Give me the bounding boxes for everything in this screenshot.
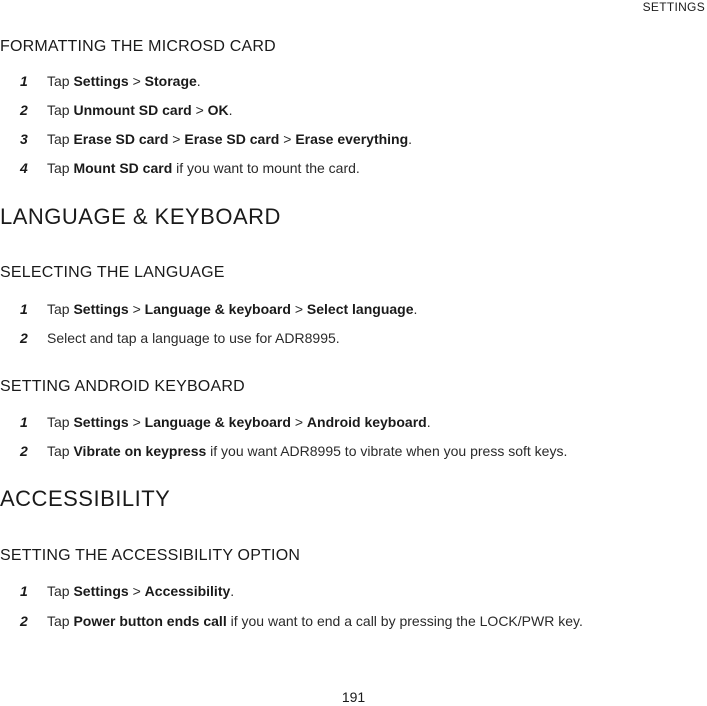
step-number: 1 xyxy=(20,583,28,599)
ui-term: Erase everything xyxy=(295,131,409,147)
ui-term: Settings xyxy=(73,414,129,430)
step-number: 1 xyxy=(20,414,28,430)
step-text: Tap Power button ends call if you want to end a call by pressing the LOCK/PWR key. xyxy=(47,613,583,629)
subsection-title-selecting-language: SELECTING THE LANGUAGE xyxy=(0,264,225,281)
ui-term: Accessibility xyxy=(144,583,231,599)
step-number: 2 xyxy=(20,443,28,459)
section-title-language-keyboard: LANGUAGE & KEYBOARD xyxy=(0,204,281,229)
ui-term: Settings xyxy=(73,583,129,599)
ui-term: Unmount SD card xyxy=(73,102,192,118)
step-number: 1 xyxy=(20,73,28,89)
ui-term: Erase SD card xyxy=(73,131,169,147)
step-text: Select and tap a language to use for ADR8995. xyxy=(47,330,340,346)
ui-term: Language & keyboard xyxy=(144,301,291,317)
page-number: 191 xyxy=(341,689,366,705)
ui-term: Power button ends call xyxy=(73,613,227,629)
ui-term: Storage xyxy=(144,73,197,89)
ui-term: Erase SD card xyxy=(184,131,280,147)
step-text: Tap Settings > Accessibility. xyxy=(47,583,235,599)
step-text: Tap Unmount SD card > OK. xyxy=(47,102,233,118)
step-number: 4 xyxy=(20,160,28,176)
step-text: Tap Settings > Storage. xyxy=(47,73,201,89)
step-number: 2 xyxy=(20,330,28,346)
section-title-accessibility: ACCESSIBILITY xyxy=(0,486,171,511)
step-text: Tap Settings > Language & keyboard > Android keyboard. xyxy=(47,414,431,430)
step-text: Tap Settings > Language & keyboard > Select language. xyxy=(47,301,418,317)
step-number: 2 xyxy=(20,102,28,118)
step-text: Tap Erase SD card > Erase SD card > Erase everything. xyxy=(47,131,413,147)
step-number: 2 xyxy=(20,613,28,629)
ui-term: Language & keyboard xyxy=(144,414,291,430)
ui-term: Mount SD card xyxy=(73,160,173,176)
subsection-title-accessibility-option: SETTING THE ACCESSIBILITY OPTION xyxy=(0,547,301,564)
ui-term: Settings xyxy=(73,73,129,89)
step-number: 3 xyxy=(20,131,28,147)
step-number: 1 xyxy=(20,301,28,317)
running-header: SETTINGS xyxy=(642,0,705,14)
subsection-title-formatting: FORMATTING THE MICROSD CARD xyxy=(0,38,276,55)
ui-term: Vibrate on keypress xyxy=(73,443,207,459)
ui-term: Android keyboard xyxy=(306,414,427,430)
step-text: Tap Mount SD card if you want to mount the card. xyxy=(47,160,360,176)
subsection-title-android-keyboard: SETTING ANDROID KEYBOARD xyxy=(0,378,245,395)
ui-term: Settings xyxy=(73,301,129,317)
ui-term: OK xyxy=(207,102,229,118)
step-text: Tap Vibrate on keypress if you want ADR8995 to vibrate when you press soft keys. xyxy=(47,443,568,459)
ui-term: Select language xyxy=(306,301,414,317)
